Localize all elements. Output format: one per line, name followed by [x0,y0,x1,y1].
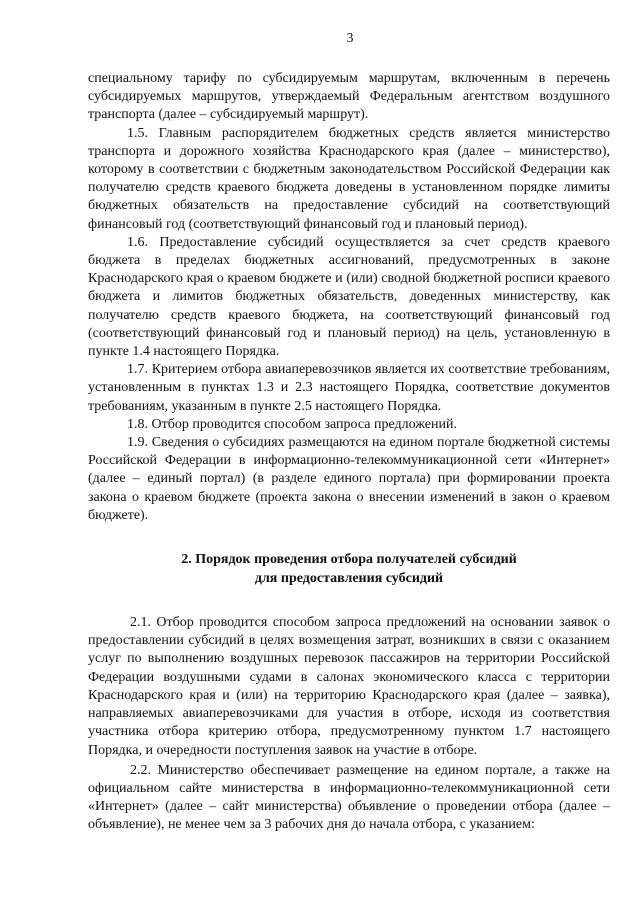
section-heading [88,551,610,588]
paragraph-1-9: 1.9. Сведения о субсидиях размещаются на едином портале бюджетной системы Российской Федерации в информационно-телекоммуникационной сети «Интернет» (далее – единый портал) (в разделе единого портала) при формировании проекта закона о краевом бюджете (проекта закона о внесении изменений в закон о краевом бюджете). [88,435,610,523]
paragraph-continuation: специальному тарифу по субсидируемым маршрутам, включенным в перечень субсидируемых маршрутов, утверждаемый Федеральным агентством воздушного транспорта (далее – субсидируемый маршрут). [88,71,610,123]
paragraph-1-5: 1.5. Главным распорядителем бюджетных средств является министерство транспорта и дорожного хозяйства Краснодарского края (далее – министерство), которому в соответствии с бюджетным законодательством Российской Федерации как получателю средств краевого бюджета доведены в установленном порядке лимиты бюджетных обязательств на предоставление субсидий на соответствующий финансовый год (соответствующий финансовый год и плановый период). [88,125,610,232]
paragraph-2-2: 2.2. Министерство обеспечивает размещение на едином портале, а также на официальном сайте министерства в информационно-телекоммуникационной сети «Интернет» (далее – сайт министерства) объявление о проведении отбора (далее – объявление), не менее чем за 3 рабочих дня до начала отбора, с указанием: [88,762,610,833]
paragraph-2-1: 2.1. Отбор проводится способом запроса предложений на основании заявок о предоставлении субсидий в целях возмещения затрат, возникших в связи с оказанием услуг по выполнению воздушных перевозок пассажиров на территории Российской Федерации воздушными судами в салонах экономического класса с территории Краснодарского края и (или) на территорию Краснодарского края (далее – заявка), направляемых авиаперевозчиками для участия в отборе, исходя из соответствия участника отбора критерию отбора, предусмотренному пунктом 1.7 настоящего Порядка, и очередности поступления заявок на участие в отборе. [88,615,610,758]
section-heading-line-1: 2. Порядок проведения отбора получателей субсидий [181,552,517,568]
paragraph-1-6: 1.6. Предоставление субсидий осуществляется за счет средств краевого бюджета в пределах бюджетных ассигнований, предусмотренных в законе Краснодарского края о краевом бюджете и (или) сводной бюджетной росписи краевого бюджета и лимитов бюджетных обязательств, доведенных министерству, как получателю средств краевого бюджета, на соответствующий финансовый год (соответствующий финансовый год и плановый период) на цель, установленную в пункте 1.4 настоящего Порядка. [88,234,610,360]
section-heading-line-2: для предоставления субсидий [254,570,444,586]
page-number: 3 [346,31,354,46]
paragraph-1-8: 1.8. Отбор проводится способом запроса предложений. [127,416,457,432]
paragraph-1-7: 1.7. Критерием отбора авиаперевозчиков является их соответствие требованиям, установленным в пунктах 1.3 и 2.3 настоящего Порядка, соответствие документов требованиям, указанным в пункте 2.5 настоящего Порядка. [88,362,610,414]
